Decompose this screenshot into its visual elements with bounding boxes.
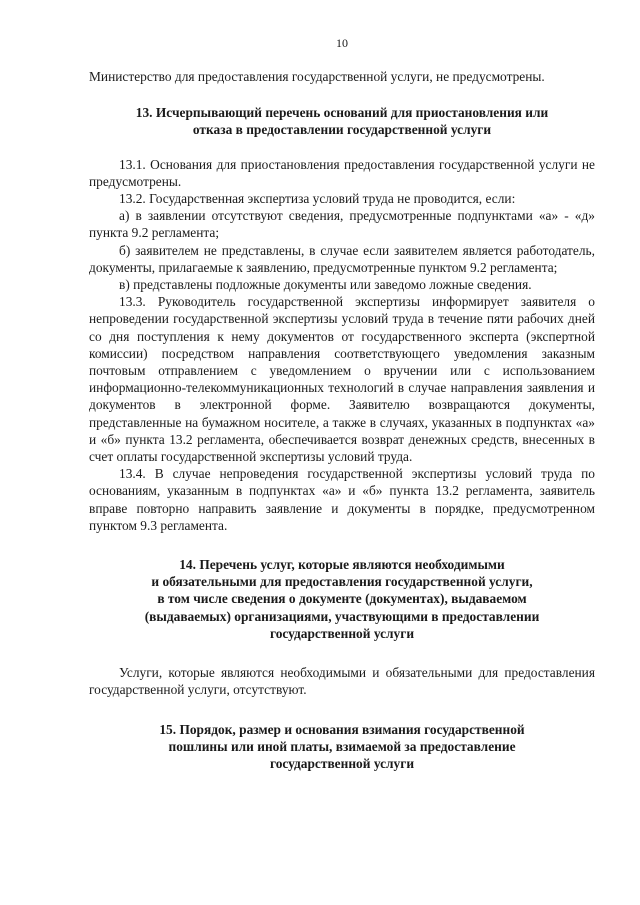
section-13-body [89, 156, 595, 534]
section-13-heading [89, 104, 595, 138]
intro-paragraph: Министерство для предоставления государственной услуги, не предусмотрены. [89, 69, 545, 84]
section-14-heading-line: 14. Перечень услуг, которые являются необходимыми [179, 557, 505, 573]
paragraph-13-3: 13.3. Руководитель государственной экспертизы информирует заявителя о непроведении государственной экспертизы условий труда в течение пяти рабочих дней со дня поступления к нему документов от государственного эксперта (экспертной комиссии) посредством направления соответствующего уведомления заказным почтовым отправлением с уведомлением о вручении или с использованием информационно-телекоммуникационных технологий в случае направления заявления и документов в электронной форме. Заявителю возвращаются документы, представленные на бумажном носителе, а также в случаях, указанных в подпунктах «а» и «б» пункта 13.2 регламента, обеспечивается возврат денежных средств, внесенных в счет оплаты государственной экспертизы условий труда. [89, 294, 595, 465]
paragraph-13-2-b: б) заявителем не представлены, в случае если заявителем является работодатель, документы, прилагаемые к заявлению, предусмотренные пунктом 9.2 регламента; [89, 242, 595, 275]
section-14-heading-line: государственной услуги [269, 625, 415, 641]
document-page [89, 36, 595, 772]
page-number: 10 [336, 36, 348, 50]
section-14-heading-line: и обязательными для предоставления государственной услуги, [151, 574, 533, 590]
section-13-heading-line: отказа в предоставлении государственной услуги [192, 122, 492, 138]
paragraph-13-2-a: а) в заявлении отсутствуют сведения, предусмотренные подпунктами «а» - «д» пункта 9.2 регламента; [89, 208, 595, 241]
section-14-heading-line: в том числе сведения о документе (документах), выдаваемом [157, 591, 527, 607]
section-15-heading-line: государственной услуги [269, 755, 415, 771]
paragraph-13-2-c: в) представлены подложные документы или заведомо ложные сведения. [119, 277, 532, 293]
paragraph-13-1: 13.1. Основания для приостановления предоставления государственной услуги не предусмотрены. [89, 156, 595, 189]
paragraph-13-4: 13.4. В случае непроведения государственной экспертизы условий труда по основаниям, указанным в подпунктах «а» и «б» пункта 13.2 регламента, заявитель вправе повторно направить заявление и документы в порядке, предусмотренном пунктом 9.3 регламента. [89, 466, 595, 533]
section-13-heading-line: 13. Исчерпывающий перечень оснований для приостановления или [135, 105, 549, 121]
section-14-heading [89, 556, 595, 642]
section-15-heading [89, 721, 595, 773]
paragraph-14: Услуги, которые являются необходимыми и обязательными для предоставления государственной услуги, отсутствуют. [89, 665, 595, 698]
section-15-heading-line: пошлины или иной платы, взимаемой за предоставление [168, 738, 516, 754]
section-15-heading-line: 15. Порядок, размер и основания взимания государственной [159, 721, 525, 737]
paragraph-13-2: 13.2. Государственная экспертиза условий труда не проводится, если: [119, 191, 516, 207]
section-14-heading-line: (выдаваемых) организациями, участвующими в предоставлении [144, 608, 540, 624]
